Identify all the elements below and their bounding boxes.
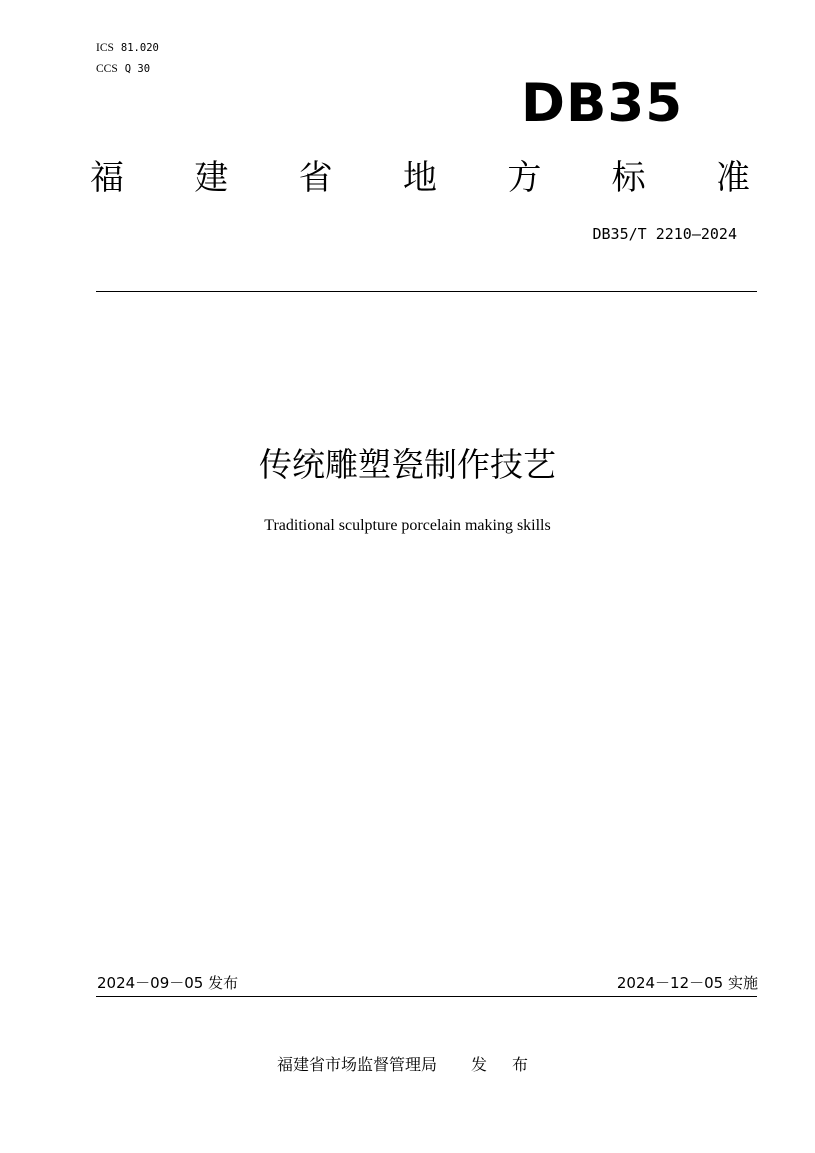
title-char: 方 <box>507 158 542 198</box>
ccs-value: Q 30 <box>124 63 151 75</box>
standard-number: DB35/T 2210—2024 <box>592 225 737 243</box>
issuer-name: 福建省市场监督管理局 <box>276 1055 437 1074</box>
standard-type-title <box>90 156 750 200</box>
issuer-line <box>0 1054 815 1076</box>
db35-logo: DB35 <box>521 73 684 134</box>
title-char: 省 <box>298 158 333 198</box>
bottom-divider <box>96 996 757 997</box>
ccs-line <box>96 60 150 77</box>
ccs-label: CCS <box>96 63 118 75</box>
document-title: 传统雕塑瓷制作技艺 <box>259 445 556 484</box>
ics-label: ICS <box>96 42 114 54</box>
title-char: 准 <box>715 158 750 198</box>
title-char: 福 <box>90 158 124 198</box>
effective-date: 2024－12－05 实施 <box>616 974 758 992</box>
document-subtitle-english: Traditional sculpture porcelain making skills <box>264 517 551 534</box>
title-char: 建 <box>194 158 229 198</box>
ics-line <box>96 39 159 56</box>
top-divider <box>96 291 757 292</box>
release-date: 2024－09－05 发布 <box>97 974 239 992</box>
title-char: 标 <box>611 158 646 198</box>
ics-value: 81.020 <box>120 42 159 54</box>
issue-verb: 发 布 <box>470 1055 539 1074</box>
title-char: 地 <box>402 158 437 198</box>
